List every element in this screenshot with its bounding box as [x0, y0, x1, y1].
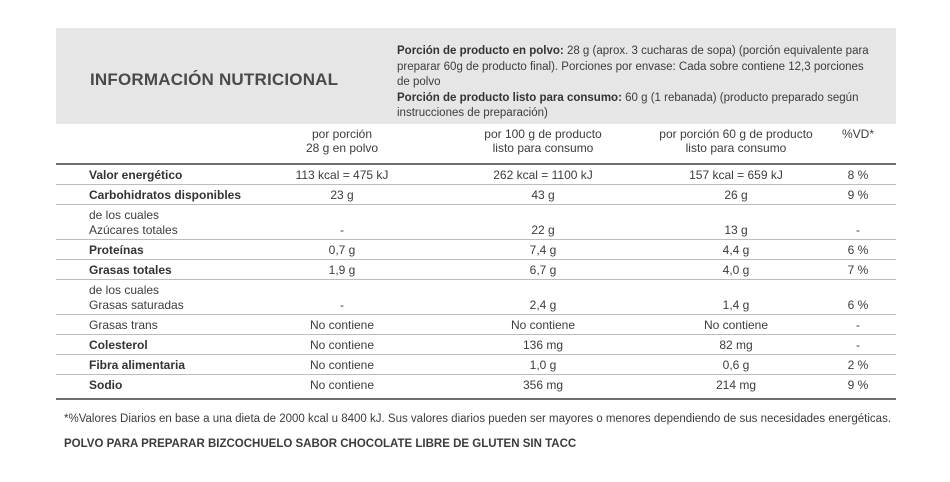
value-per-portion-powder: No contiene: [309, 358, 375, 372]
table-row: [56, 260, 896, 280]
row-label: Fibra alimentaria: [89, 358, 186, 372]
value-per-portion-60g: 4,4 g: [722, 243, 750, 257]
value-per-portion-60g: 82 mg: [719, 338, 753, 352]
value-per-portion-60g: 13 g: [724, 223, 748, 237]
nutrition-title: INFORMACIÓN NUTRICIONAL: [90, 70, 339, 89]
portion-info: [397, 44, 877, 122]
value-per-portion-powder: 1,9 g: [328, 263, 356, 277]
value-per-100g: 136 mg: [522, 338, 564, 352]
value-per-portion-powder: No contiene: [309, 338, 375, 352]
value-per-portion-powder: No contiene: [309, 318, 375, 332]
row-label: Grasas saturadas: [89, 298, 184, 312]
column-header-100g: por 100 g de producto listo para consumo: [484, 127, 602, 155]
column-header-60g: por porción 60 g de producto listo para consumo: [659, 127, 813, 155]
column-header-powder: por porción 28 g en polvo: [305, 127, 379, 155]
value-daily-percent: 2 %: [847, 358, 869, 372]
portion-ready-text: 60 g (1 rebanada) (producto preparado según instrucciones de preparación): [397, 91, 859, 119]
value-per-100g: No contiene: [510, 318, 576, 332]
value-per-100g: 1,0 g: [529, 358, 557, 372]
row-label: Sodio: [89, 378, 123, 392]
product-name: POLVO PARA PREPARAR BIZCOCHUELO SABOR CHOCOLATE LIBRE DE GLUTEN SIN TACC: [64, 438, 577, 450]
value-per-100g: 262 kcal = 1100 kJ: [493, 168, 593, 182]
value-daily-percent: -: [856, 338, 860, 352]
value-per-100g: 43 g: [531, 188, 555, 202]
value-daily-percent: -: [856, 223, 860, 237]
value-per-portion-powder: -: [340, 298, 344, 312]
value-per-portion-60g: 26 g: [724, 188, 748, 202]
table-row: [56, 280, 896, 315]
value-daily-percent: 9 %: [847, 188, 869, 202]
value-per-portion-powder: 23 g: [330, 188, 354, 202]
column-header-vd: %VD*: [841, 127, 874, 141]
row-label: Grasas trans: [89, 318, 158, 332]
value-per-100g: 6,7 g: [529, 263, 557, 277]
table-row: [56, 315, 896, 335]
footnote: *%Valores Diarios en base a una dieta de 2000 kcal u 8400 kJ. Sus valores diarios pueden ser mayores o menores dependiendo de sus necesidades energéticas.: [64, 413, 892, 425]
table-row: [56, 185, 896, 205]
value-per-100g: 7,4 g: [529, 243, 557, 257]
row-label: Carbohidratos disponibles: [89, 188, 242, 202]
value-per-portion-powder: No contiene: [309, 378, 375, 392]
row-label: Azúcares totales: [89, 223, 178, 237]
value-per-portion-60g: 214 mg: [715, 378, 757, 392]
table-row: [56, 375, 896, 395]
value-per-100g: 2,4 g: [529, 298, 557, 312]
row-label: Colesterol: [89, 338, 148, 352]
row-prefix: de los cuales: [89, 283, 160, 297]
nutrition-header: [56, 28, 896, 124]
value-per-100g: 22 g: [531, 223, 555, 237]
value-daily-percent: 9 %: [847, 378, 869, 392]
portion-ready-label: Porción de producto listo para consumo:: [397, 91, 622, 104]
portion-powder-text: 28 g (aprox. 3 cucharas de sopa) (porción equivalente para preparar 60g de producto final). Porciones por envase: Cada sobre contiene 12,3 porciones de polvo: [397, 45, 869, 88]
value-per-portion-60g: No contiene: [703, 318, 769, 332]
value-daily-percent: 7 %: [847, 263, 869, 277]
value-per-portion-60g: 4,0 g: [722, 263, 750, 277]
value-per-portion-60g: 0,6 g: [722, 358, 750, 372]
value-per-portion-powder: -: [340, 223, 344, 237]
value-per-portion-60g: 1,4 g: [722, 298, 750, 312]
table-row: [56, 205, 896, 240]
table-row: [56, 335, 896, 355]
value-per-portion-powder: 0,7 g: [328, 243, 356, 257]
table-bottom-rule: [56, 398, 896, 400]
value-daily-percent: 8 %: [847, 168, 869, 182]
row-label: Proteínas: [89, 243, 144, 257]
value-daily-percent: 6 %: [847, 243, 869, 257]
row-prefix: de los cuales: [89, 208, 160, 222]
value-per-portion-60g: 157 kcal = 659 kJ: [689, 168, 783, 182]
table-row: [56, 165, 896, 185]
value-daily-percent: -: [856, 318, 860, 332]
portion-powder-label: Porción de producto en polvo:: [397, 45, 564, 57]
value-daily-percent: 6 %: [847, 298, 869, 312]
row-label: Grasas totales: [89, 263, 172, 277]
table-row: [56, 240, 896, 260]
value-per-portion-powder: 113 kcal = 475 kJ: [295, 168, 389, 182]
table-row: [56, 355, 896, 375]
value-per-100g: 356 mg: [522, 378, 564, 392]
row-label: Valor energético: [89, 168, 183, 182]
